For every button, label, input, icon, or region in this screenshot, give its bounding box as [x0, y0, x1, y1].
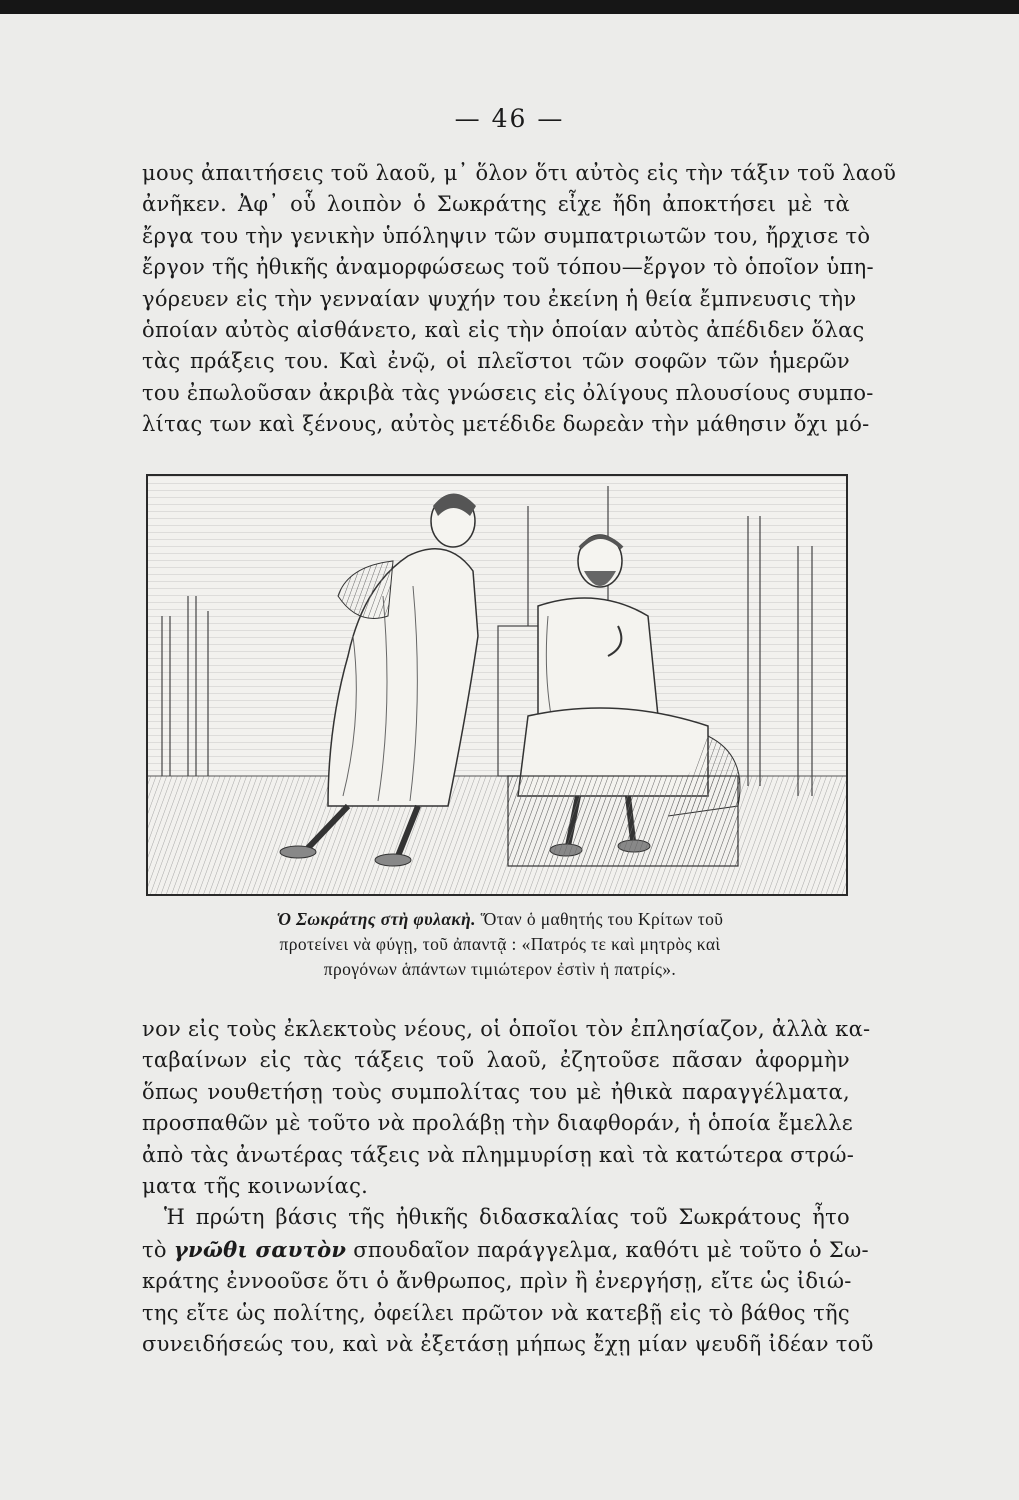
text-line: ἔργον τῆς ἠθικῆς ἀναμορφώσεως τοῦ τόπου—ἔργον τὸ ὁποῖον ὑπη-: [142, 255, 874, 280]
text-line: προσπαθῶν μὲ τοῦτο νὰ προλάβῃ τὴν διαφθοράν, ἡ ὁποία ἔμελλε: [142, 1111, 853, 1136]
text-line: του ἐπωλοῦσαν ἀκριβὰ τὰς γνώσεις εἰς ὀλίγους πλουσίους συμπο-: [142, 380, 874, 405]
text-fragment: σπουδαῖον παράγγελμα, καθότι μὲ τοῦτο ὁ Σω-: [346, 1237, 869, 1262]
stone-bench: [508, 776, 738, 866]
text-line: Ἡ πρώτη βάσις τῆς ἠθικῆς διδασκαλίας τοῦ Σωκράτους ἦτο: [164, 1205, 850, 1230]
text-line: ἀνῆκεν. Ἀφ᾽ οὗ λοιπὸν ὁ Σωκράτης εἶχε ἤδη ἀποκτήσει μὲ τὰ: [142, 192, 850, 217]
caption-text: Ὅταν ὁ μαθητής του Κρίτων τοῦ: [480, 909, 724, 929]
caption-title: Ὁ Σωκράτης στὴ φυλακὴ.: [276, 909, 476, 929]
text-fragment: τὸ: [142, 1237, 174, 1262]
caption-line: [150, 907, 850, 932]
text-line: ἀπὸ τὰς ἀνωτέρας τάξεις νὰ πλημμυρίσῃ καὶ τὰ κατώτερα στρώ-: [142, 1142, 855, 1167]
text-line: της εἴτε ὡς πολίτης, ὀφείλει πρῶτον νὰ κατεβῇ εἰς τὸ βάθος τῆς: [142, 1300, 850, 1325]
text-line: νον εἰς τοὺς ἐκλεκτοὺς νέους, οἱ ὁποῖοι τὸν ἐπλησίαζον, ἀλλὰ κα-: [142, 1017, 871, 1041]
text-block-bottom: [142, 1014, 874, 1360]
text-line: ταβαίνων εἰς τὰς τάξεις τοῦ λαοῦ, ἐζητοῦσε πᾶσαν ἀφορμὴν: [142, 1048, 850, 1073]
text-line: γόρευεν εἰς τὴν γενναίαν ψυχήν του ἐκείνη ἡ θεία ἔμπνευσις τὴν: [142, 286, 857, 311]
text-line: ματα τῆς κοινωνίας.: [142, 1174, 369, 1199]
text-line: [142, 1234, 869, 1266]
text-line: ὁποίαν αὐτὸς αἰσθάνετο, καὶ εἰς τὴν ὁποίαν αὐτὸς ἀπέδιδεν ὅλας: [142, 318, 865, 343]
text-line: κράτης ἐννοοῦσε ὅτι ὁ ἄνθρωπος, πρὶν ἢ ἐνεργήσῃ, εἴτε ὡς ἰδιώ-: [142, 1269, 852, 1294]
emphasis-phrase: γνῶθι σαυτὸν: [173, 1236, 347, 1262]
caption-line: προγόνων ἁπάντων τιμιώτερον ἐστὶν ἡ πατρίς».: [323, 959, 677, 979]
scan-top-edge: [0, 0, 1019, 14]
figure-caption: [150, 907, 850, 982]
engraving-illustration: [148, 476, 846, 894]
page-number: — 46 —: [454, 104, 565, 133]
text-line: τὰς πράξεις του. Καὶ ἐνῷ, οἱ πλεῖστοι τῶν σοφῶν τῶν ἡμερῶν: [142, 349, 850, 374]
caption-line: προτείνει νὰ φύγῃ, τοῦ ἀπαντᾷ : «Πατρός τε καὶ μητρὸς καὶ: [279, 934, 721, 954]
text-line: λίτας των καὶ ξένους, αὐτὸς μετέδιδε δωρεὰν τὴν μάθησιν ὄχι μό-: [142, 412, 870, 437]
text-line: ἔργα του τὴν γενικὴν ὑπόληψιν τῶν συμπατριωτῶν του, ἤρχισε τὸ: [142, 223, 871, 248]
text-line: μους ἀπαιτήσεις τοῦ λαοῦ, μ᾽ ὅλον ὅτι αὐτὸς εἰς τὴν τάξιν τοῦ λαοῦ: [142, 161, 897, 185]
text-line: ὅπως νουθετήσῃ τοὺς συμπολίτας του μὲ ἠθικὰ παραγγέλματα,: [142, 1079, 850, 1104]
text-block-top: [142, 158, 897, 441]
text-line: συνειδήσεώς του, καὶ νὰ ἐξετάσῃ μήπως ἔχῃ μίαν ψευδῆ ἰδέαν τοῦ: [142, 1332, 874, 1357]
illustration-socrates-in-prison: [146, 474, 848, 896]
